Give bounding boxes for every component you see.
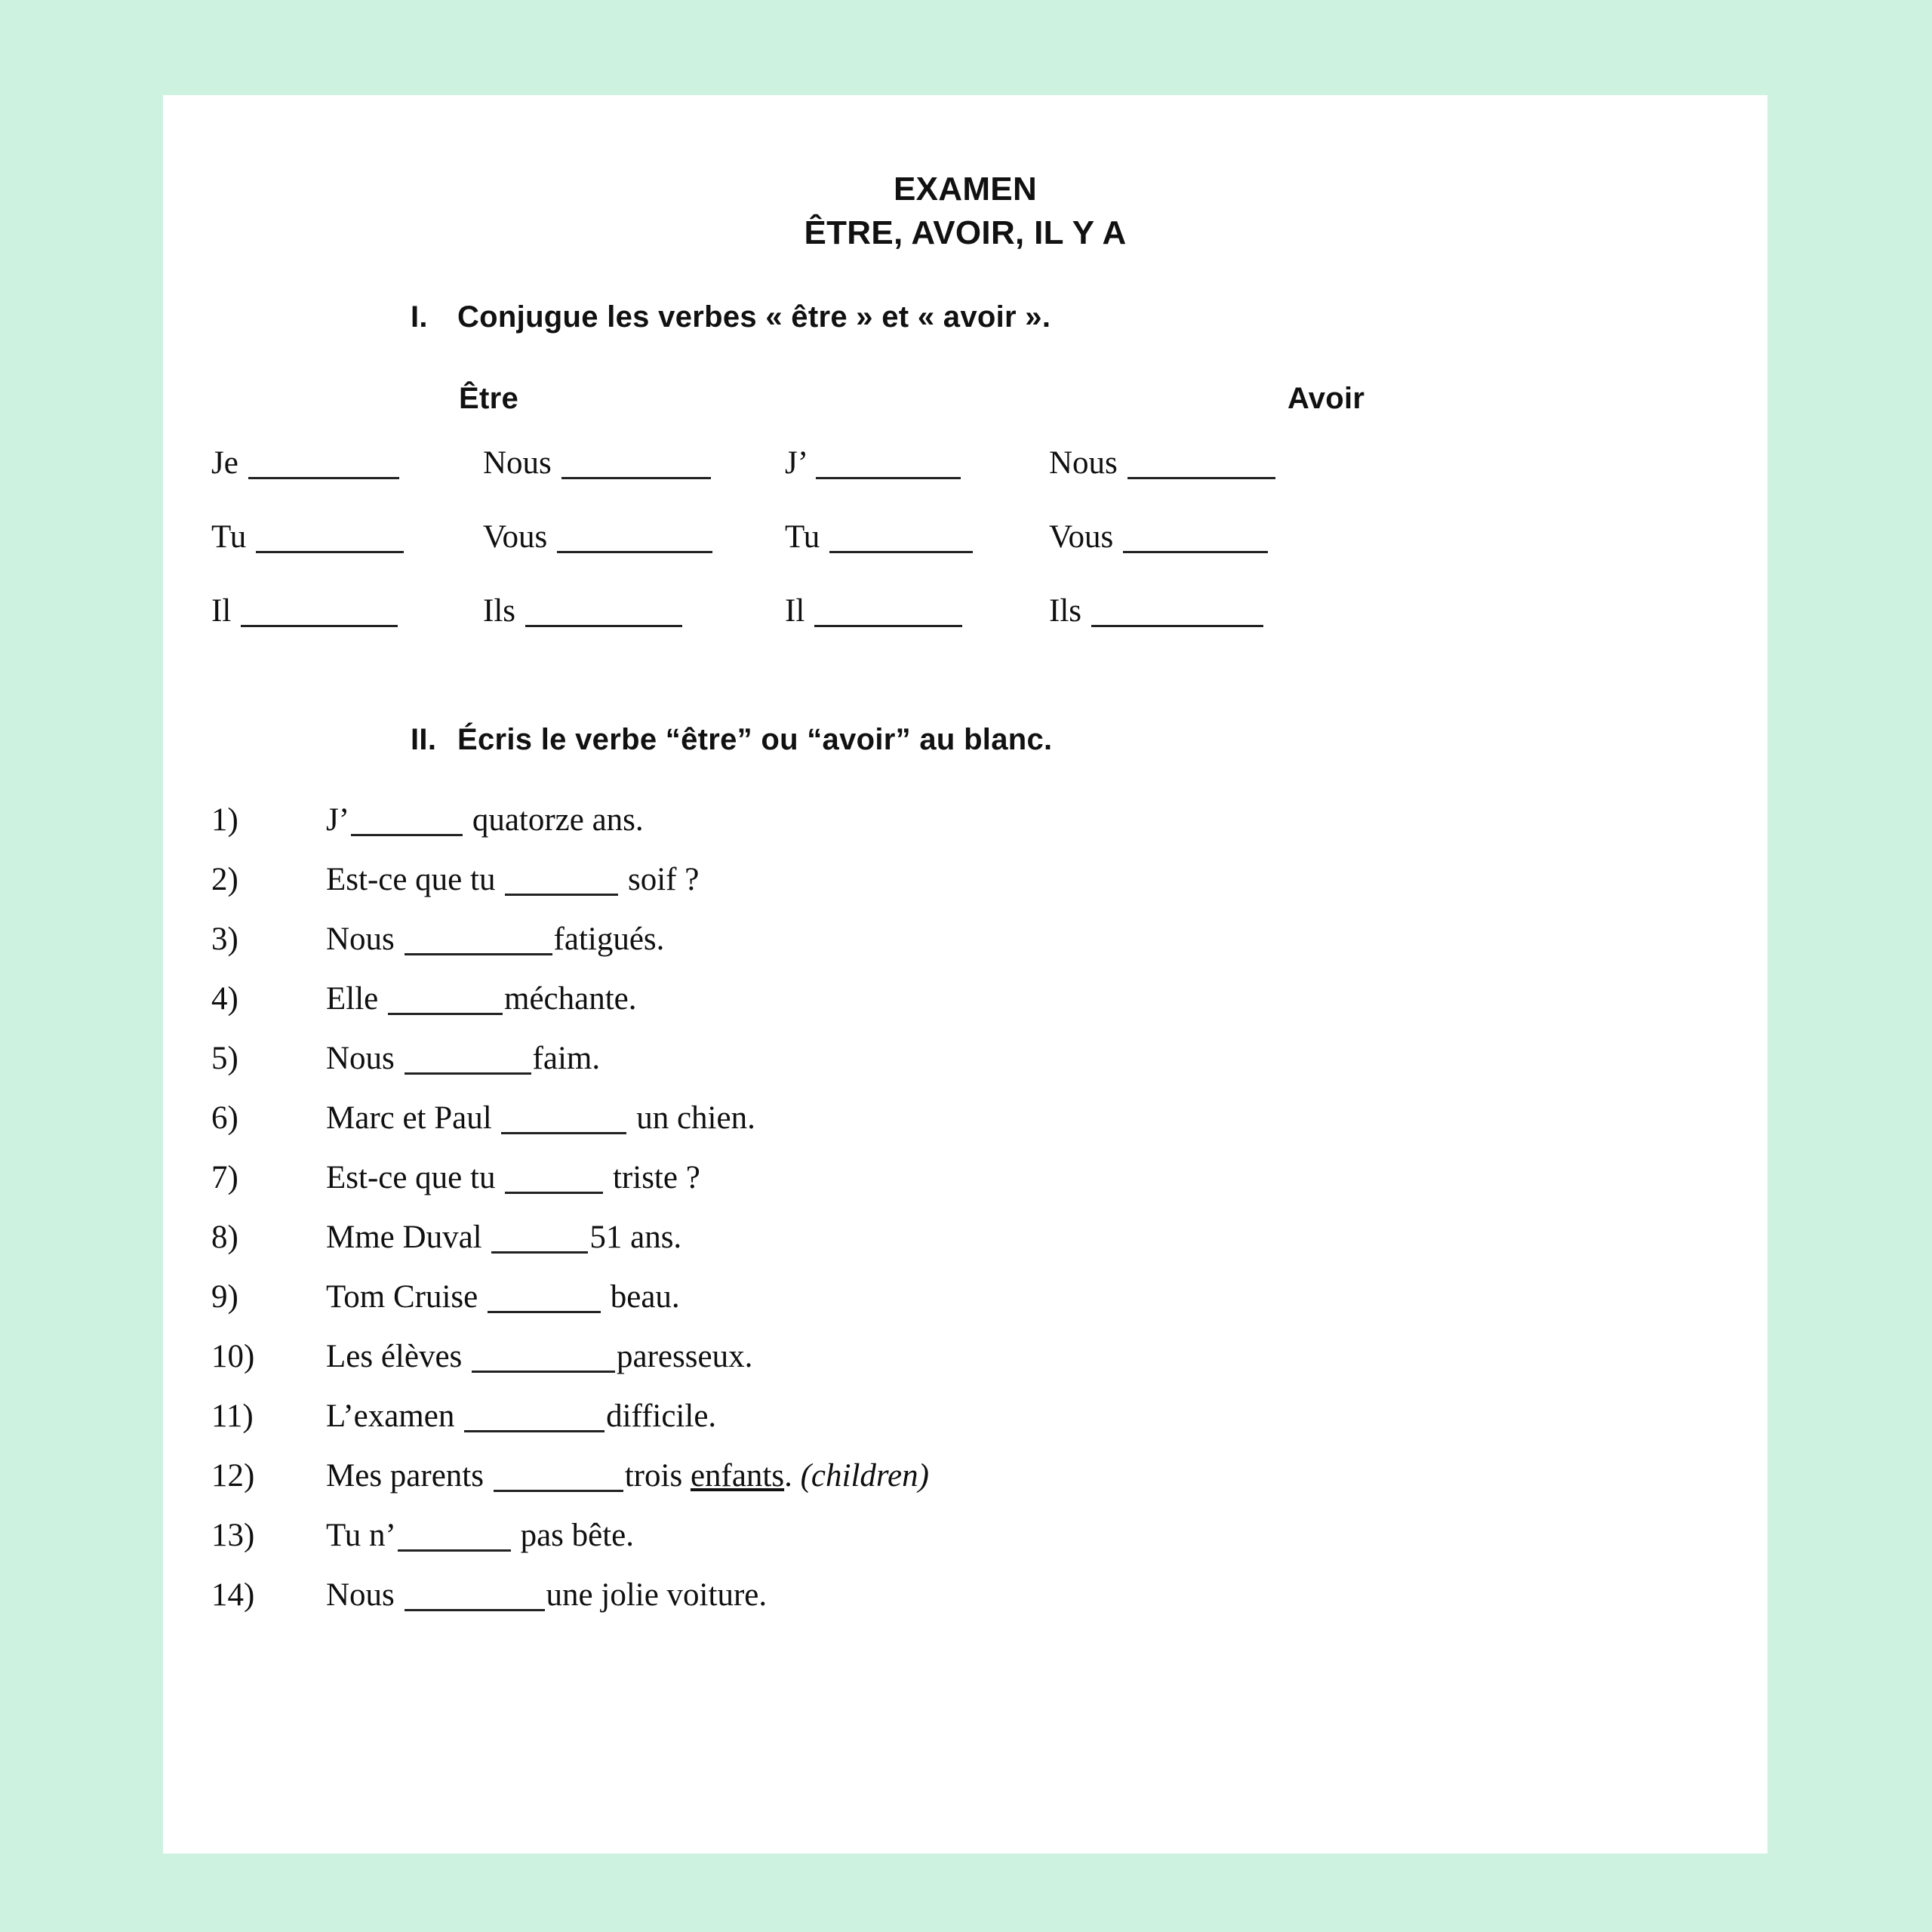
exercise-item-prefix: Tom Cruise bbox=[326, 1279, 486, 1315]
exercise-item-suffix: trois bbox=[624, 1458, 691, 1494]
conjugation-cell-avoir-j bbox=[785, 441, 962, 486]
answer-blank[interactable] bbox=[1091, 593, 1263, 627]
answer-blank[interactable] bbox=[1128, 445, 1275, 479]
exercise-item bbox=[211, 1334, 1736, 1393]
exercise-item-text bbox=[326, 797, 644, 844]
answer-blank[interactable] bbox=[472, 1339, 615, 1373]
answer-blank[interactable] bbox=[1123, 519, 1268, 553]
exercise-item-number: 13) bbox=[211, 1518, 255, 1553]
exercise-item bbox=[211, 1393, 1736, 1453]
exercise-item-number: 5) bbox=[211, 1041, 238, 1076]
exercise-item-prefix: Est-ce que tu bbox=[326, 862, 504, 897]
exercise-item bbox=[211, 857, 1736, 916]
exercise-item-suffix: soif ? bbox=[620, 862, 700, 897]
exercise-item-prefix: Nous bbox=[326, 1577, 403, 1613]
conjugation-cell-etre-je bbox=[211, 441, 401, 486]
answer-blank[interactable] bbox=[351, 802, 463, 836]
avoir-column-heading: Avoir bbox=[1287, 382, 1365, 415]
exercise-item-number: 4) bbox=[211, 981, 238, 1017]
conjugation-cell-etre-vous bbox=[483, 515, 714, 560]
exercise-item-suffix: triste ? bbox=[605, 1160, 700, 1195]
exercise-item-number: 6) bbox=[211, 1100, 238, 1136]
exercise-item-prefix: Elle bbox=[326, 981, 386, 1017]
underlined-vocab-word: enfants bbox=[690, 1458, 785, 1494]
pronoun-label: Tu bbox=[785, 519, 820, 555]
exercise-item bbox=[211, 1214, 1736, 1274]
exercise-item-prefix: Est-ce que tu bbox=[326, 1160, 504, 1195]
worksheet-page bbox=[163, 95, 1767, 1854]
answer-blank[interactable] bbox=[398, 1518, 511, 1552]
exercise-item-number: 14) bbox=[211, 1577, 255, 1613]
pronoun-label: Tu bbox=[211, 519, 247, 555]
answer-blank[interactable] bbox=[505, 1160, 603, 1194]
exercise-item-number: 3) bbox=[211, 921, 238, 957]
exercise-item-text bbox=[326, 1035, 600, 1082]
exercise-item bbox=[211, 1572, 1736, 1632]
conjugation-cell-avoir-il bbox=[785, 589, 964, 634]
exercise-item-prefix: J’ bbox=[326, 802, 350, 838]
exercise-item-text bbox=[326, 1214, 681, 1261]
answer-blank[interactable] bbox=[248, 445, 399, 479]
exercise-item-text bbox=[326, 1512, 634, 1559]
exercise-item-text bbox=[326, 1334, 752, 1380]
exercise-item-suffix: méchante. bbox=[504, 981, 637, 1017]
exercise-item-suffix: fatigués. bbox=[553, 921, 665, 957]
exercise-item-suffix: beau. bbox=[601, 1279, 680, 1315]
pronoun-label: Je bbox=[211, 445, 238, 481]
title-line-examen: EXAMEN bbox=[893, 171, 1038, 208]
conjugation-cell-avoir-nous bbox=[1049, 441, 1277, 486]
exercise-item bbox=[211, 797, 1736, 857]
pronoun-label: Vous bbox=[483, 519, 548, 555]
exercise-item bbox=[211, 1095, 1736, 1155]
exercise-item bbox=[211, 976, 1736, 1035]
exercise-item-prefix: Nous bbox=[326, 921, 403, 957]
answer-blank[interactable] bbox=[405, 921, 552, 955]
exercise-item-prefix: Nous bbox=[326, 1041, 403, 1076]
exercise-item bbox=[211, 916, 1736, 976]
pronoun-label: Ils bbox=[483, 593, 515, 629]
answer-blank[interactable] bbox=[491, 1220, 588, 1254]
answer-blank[interactable] bbox=[494, 1458, 623, 1492]
answer-blank[interactable] bbox=[488, 1279, 601, 1313]
exercise-item-prefix: L’examen bbox=[326, 1398, 463, 1434]
answer-blank[interactable] bbox=[561, 445, 711, 479]
exercise-item-prefix: Tu n’ bbox=[326, 1518, 396, 1553]
conjugation-cell-etre-ils bbox=[483, 589, 684, 634]
pronoun-label: Nous bbox=[1049, 445, 1118, 481]
exercise-item-number: 8) bbox=[211, 1220, 238, 1255]
exercise-item-text bbox=[326, 1572, 767, 1619]
exercise-item-prefix: Les élèves bbox=[326, 1339, 471, 1374]
exercise-item-tail: . bbox=[784, 1458, 801, 1494]
exercise-item-text bbox=[326, 1393, 716, 1440]
answer-blank[interactable] bbox=[814, 593, 962, 627]
exercise-item-number: 10) bbox=[211, 1339, 255, 1374]
answer-blank[interactable] bbox=[388, 981, 503, 1015]
answer-blank[interactable] bbox=[256, 519, 404, 553]
answer-blank[interactable] bbox=[816, 445, 961, 479]
exercise-item-text bbox=[326, 1453, 929, 1500]
exercise-item bbox=[211, 1453, 1736, 1512]
conjugation-cell-avoir-ils bbox=[1049, 589, 1265, 634]
title-line-subject: ÊTRE, AVOIR, IL Y A bbox=[804, 214, 1127, 251]
exercise-item-suffix: un chien. bbox=[628, 1100, 755, 1136]
pronoun-label: Vous bbox=[1049, 519, 1114, 555]
conjugation-row bbox=[211, 589, 1721, 663]
section-two-heading bbox=[411, 721, 1052, 758]
exercise-item-suffix: quatorze ans. bbox=[464, 802, 644, 838]
answer-blank[interactable] bbox=[557, 519, 712, 553]
exercise-item-text bbox=[326, 916, 664, 963]
exercise-item-suffix: faim. bbox=[532, 1041, 601, 1076]
exercise-item-number: 11) bbox=[211, 1398, 254, 1434]
section-two-label: Écris le verbe “être” ou “avoir” au blanc. bbox=[457, 723, 1053, 756]
exercise-item-text bbox=[326, 1274, 680, 1321]
answer-blank[interactable] bbox=[241, 593, 398, 627]
section-one-label: Conjugue les verbes « être » et « avoir ». bbox=[457, 300, 1051, 334]
conjugation-row bbox=[211, 515, 1721, 589]
section-two-number: II. bbox=[411, 723, 437, 756]
exercise-item bbox=[211, 1035, 1736, 1095]
pronoun-label: J’ bbox=[785, 445, 806, 481]
answer-blank[interactable] bbox=[405, 1577, 545, 1611]
exercise-item-suffix: pas bête. bbox=[512, 1518, 635, 1553]
etre-column-heading: Être bbox=[459, 382, 519, 415]
conjugation-row bbox=[211, 441, 1721, 515]
answer-blank[interactable] bbox=[405, 1041, 531, 1075]
answer-blank[interactable] bbox=[501, 1100, 626, 1134]
answer-blank[interactable] bbox=[829, 519, 973, 553]
conjugation-cell-etre-nous bbox=[483, 441, 712, 486]
pronoun-label: Ils bbox=[1049, 593, 1081, 629]
translation-gloss: (children) bbox=[800, 1458, 929, 1494]
exercise-item bbox=[211, 1155, 1736, 1214]
exercise-item-number: 12) bbox=[211, 1458, 255, 1494]
answer-blank[interactable] bbox=[505, 862, 618, 896]
exercise-items-list bbox=[211, 797, 1736, 1632]
exercise-item-number: 7) bbox=[211, 1160, 238, 1195]
pronoun-label: Il bbox=[785, 593, 805, 629]
conjugation-cell-etre-il bbox=[211, 589, 399, 634]
exercise-item bbox=[211, 1274, 1736, 1334]
exercise-item-number: 9) bbox=[211, 1279, 238, 1315]
exercise-item-number: 1) bbox=[211, 802, 238, 838]
exercise-item-prefix: Mme Duval bbox=[326, 1220, 491, 1255]
answer-blank[interactable] bbox=[464, 1398, 605, 1432]
exercise-item-suffix: paresseux. bbox=[617, 1339, 753, 1374]
section-one-number: I. bbox=[411, 300, 428, 334]
conjugation-cell-etre-tu bbox=[211, 515, 405, 560]
conjugation-cell-avoir-vous bbox=[1049, 515, 1269, 560]
exercise-item-suffix: 51 ans. bbox=[589, 1220, 682, 1255]
document-title bbox=[163, 168, 1767, 255]
exercise-item-text bbox=[326, 976, 637, 1023]
exercise-item-text bbox=[326, 1095, 755, 1142]
exercise-item-prefix: Marc et Paul bbox=[326, 1100, 500, 1136]
exercise-item-suffix: une jolie voiture. bbox=[546, 1577, 768, 1613]
answer-blank[interactable] bbox=[525, 593, 682, 627]
pronoun-label: Il bbox=[211, 593, 232, 629]
exercise-item-number: 2) bbox=[211, 862, 238, 897]
pronoun-label: Nous bbox=[483, 445, 552, 481]
exercise-item-prefix: Mes parents bbox=[326, 1458, 492, 1494]
conjugation-cell-avoir-tu bbox=[785, 515, 974, 560]
section-one-heading bbox=[411, 299, 1051, 335]
exercise-item-text bbox=[326, 1155, 700, 1201]
exercise-item-text bbox=[326, 857, 699, 903]
conjugation-grid bbox=[211, 441, 1721, 663]
exercise-item bbox=[211, 1512, 1736, 1572]
exercise-item-suffix: difficile. bbox=[606, 1398, 717, 1434]
